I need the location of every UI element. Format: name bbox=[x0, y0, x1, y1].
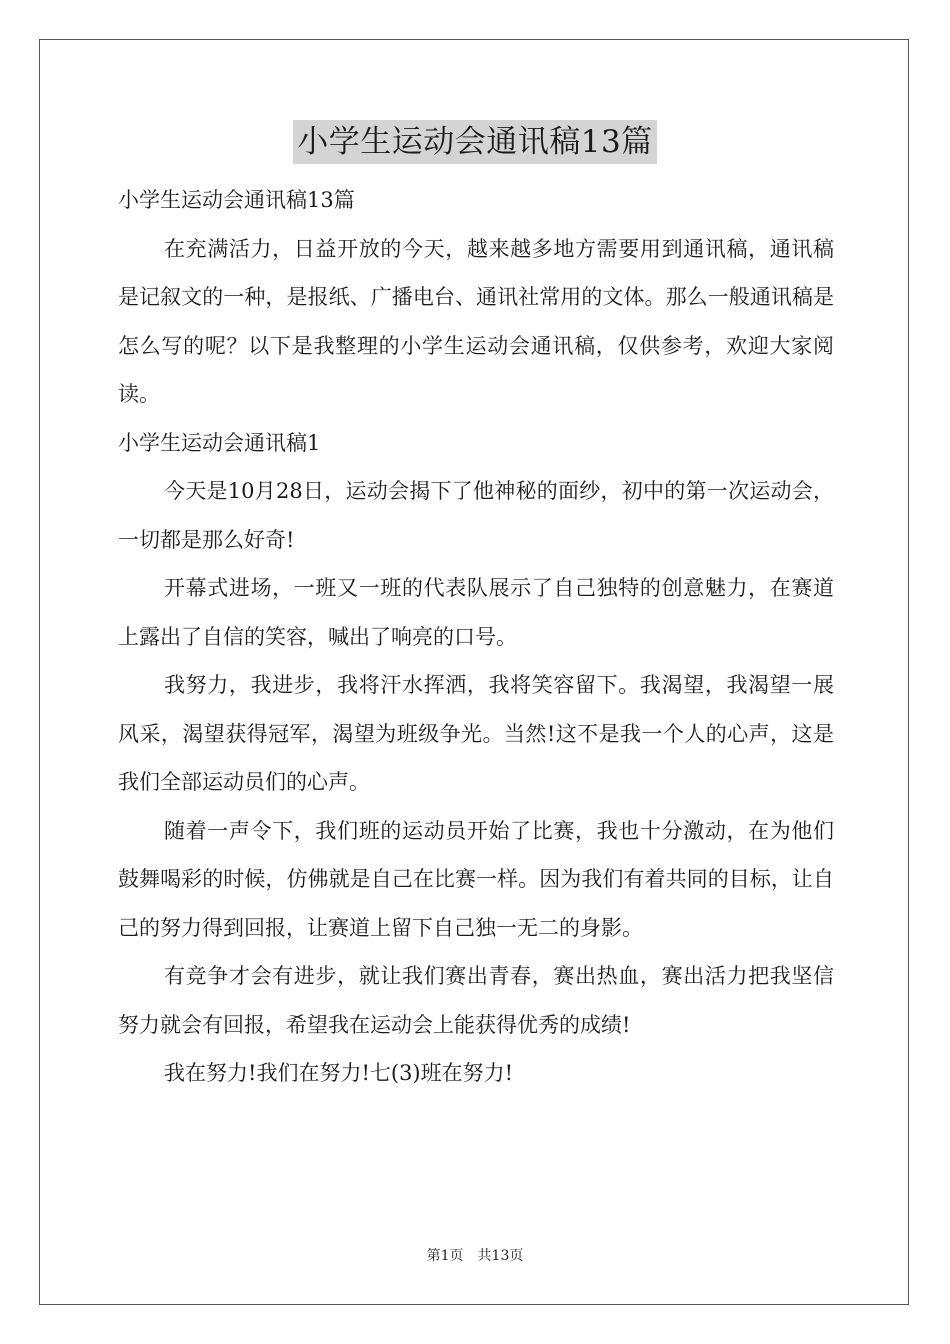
paragraph: 随着一声令下，我们班的运动员开始了比赛，我也十分激动，在为他们鼓舞喝彩的时候，仿佛就是自己在比赛一样。因为我们有着共同的目标，让自己的努力得到回报，让赛道上留下自己独一无二的身影。 bbox=[118, 818, 834, 940]
document-body bbox=[118, 176, 834, 1098]
paragraph-intro: 在充满活力，日益开放的今天，越来越多地方需要用到通讯稿，通讯稿是记叙文的一种，是报纸、广播电台、通讯社常用的文体。那么一般通讯稿是怎么写的呢？以下是我整理的小学生运动会通讯稿，仅供参考，欢迎大家阅读。 bbox=[118, 236, 834, 406]
page-number: 第1页 bbox=[426, 1248, 464, 1264]
document-title-text: 小学生运动会通讯稿13篇 bbox=[293, 120, 656, 164]
paragraph: 我在努力!我们在努力!七(3)班在努力! bbox=[164, 1061, 514, 1085]
document-title bbox=[0, 120, 950, 168]
section-heading-1: 小学生运动会通讯稿1 bbox=[118, 430, 321, 455]
paragraph: 今天是10月28日，运动会揭下了他神秘的面纱，初中的第一次运动会，一切都是那么好奇! bbox=[118, 479, 834, 552]
paragraph-subtitle: 小学生运动会通讯稿13篇 bbox=[118, 188, 355, 212]
paragraph: 开幕式进场，一班又一班的代表队展示了自己独特的创意魅力，在赛道上露出了自信的笑容，喊出了响亮的口号。 bbox=[118, 576, 834, 649]
page-footer bbox=[0, 1246, 950, 1266]
page-total: 共13页 bbox=[477, 1248, 524, 1264]
paragraph: 我努力，我进步，我将汗水挥洒，我将笑容留下。我渴望，我渴望一展风采，渴望获得冠军，渴望为班级争光。当然!这不是我一个人的心声，这是我们全部运动员们的心声。 bbox=[118, 673, 834, 794]
paragraph: 有竞争才会有进步，就让我们赛出青春，赛出热血，赛出活力把我坚信努力就会有回报，希望我在运动会上能获得优秀的成绩! bbox=[118, 964, 834, 1037]
